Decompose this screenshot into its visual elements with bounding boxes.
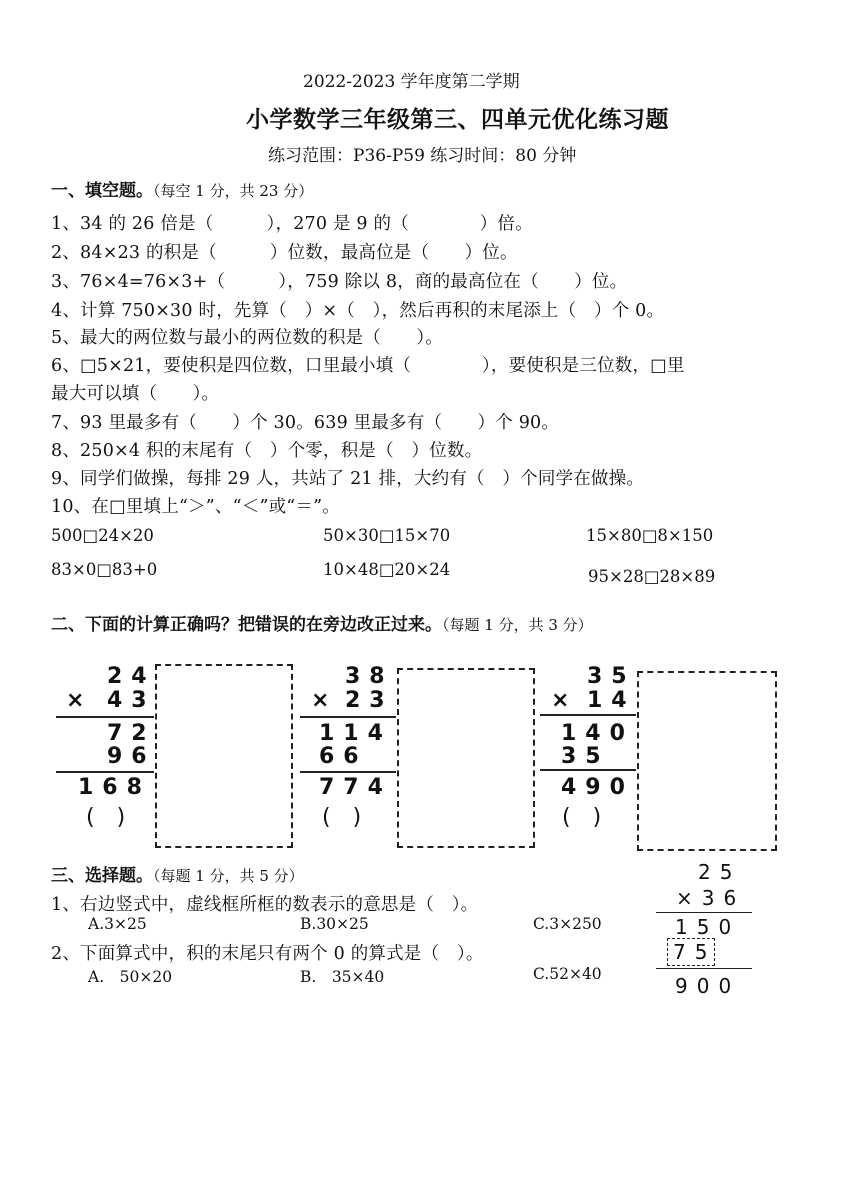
option-c[interactable]: C.3×250 xyxy=(533,915,602,933)
partial-product-1: 140 xyxy=(561,721,634,746)
question-1-9: 9、同学们做操，每排 29 人，共站了 21 排，大约有（ ）个同学在做操。 xyxy=(51,469,645,489)
correction-box[interactable] xyxy=(397,668,535,848)
multiplier: 23 xyxy=(345,688,394,713)
calc-line xyxy=(300,716,396,718)
times-sign: × xyxy=(66,688,85,713)
figure-line xyxy=(656,912,752,913)
section1-heading xyxy=(51,176,313,201)
judgment-blank[interactable]: ( ) xyxy=(562,805,602,830)
times-sign: × xyxy=(551,688,570,713)
product: 774 xyxy=(319,775,392,800)
figure-partial-2: 75 xyxy=(673,940,717,964)
compare-item: 83×0□83+0 xyxy=(51,560,158,579)
figure-partial-1: 150 xyxy=(675,915,741,939)
section3-note: （每题 1 分，共 5 分） xyxy=(153,867,304,885)
compare-item: 50×30□15×70 xyxy=(323,526,451,545)
multiplicand: 24 xyxy=(107,664,156,689)
judgment-blank[interactable]: ( ) xyxy=(322,805,362,830)
compare-item: 500□24×20 xyxy=(51,526,154,545)
partial-product-2: 35 xyxy=(561,744,610,769)
question-1-7: 7、93 里最多有（ ）个 30。639 里最多有（ ）个 90。 xyxy=(51,413,560,433)
product: 490 xyxy=(561,775,634,800)
question-1-5: 5、最大的两位数与最小的两位数的积是（ ）。 xyxy=(51,328,443,348)
times-sign: × xyxy=(311,688,330,713)
figure-line xyxy=(656,968,752,969)
option-b[interactable]: B.30×25 xyxy=(300,915,369,933)
partial-product-2: 66 xyxy=(319,744,368,769)
question-1-4: 4、计算 750×30 时，先算（ ）×（ ），然后再积的末尾添上（ ）个 0。 xyxy=(51,301,665,321)
figure-product: 900 xyxy=(675,974,741,998)
multiplier: 14 xyxy=(587,688,636,713)
calc-line xyxy=(56,716,154,718)
page-title: 小学数学三年级第三、四单元优化练习题 xyxy=(246,107,669,133)
multiplier: 43 xyxy=(107,688,156,713)
compare-item: 10×48□20×24 xyxy=(323,560,451,579)
section2-heading xyxy=(51,610,593,635)
question-1-8: 8、250×4 积的末尾有（ ）个零，积是（ ）位数。 xyxy=(51,441,483,461)
option-c[interactable]: C.52×40 xyxy=(533,965,602,983)
section1-note: （每空 1 分，共 23 分） xyxy=(153,182,314,200)
question-1-10: 10、在□里填上“＞”、“＜”或“＝”。 xyxy=(51,497,340,517)
calc-line xyxy=(540,714,636,716)
calc-line xyxy=(300,771,396,773)
multiplicand: 38 xyxy=(345,664,394,689)
product: 168 xyxy=(78,775,151,800)
figure-multiplicand: 25 xyxy=(698,860,742,884)
question-1-6-cont: 最大可以填（ ）。 xyxy=(51,384,220,404)
choice-question-1: 1、右边竖式中，虚线框所框的数表示的意思是（ ）。 xyxy=(51,895,479,915)
correction-box[interactable] xyxy=(637,671,777,851)
partial-product-1: 72 xyxy=(107,721,156,746)
calc-line xyxy=(56,771,154,773)
judgment-blank[interactable]: ( ) xyxy=(86,805,126,830)
section3-title: 三、选择题。 xyxy=(51,866,153,886)
section3-heading xyxy=(51,861,304,886)
option-b[interactable]: B. 35×40 xyxy=(300,968,385,986)
compare-item: 15×80□8×150 xyxy=(586,526,714,545)
question-1-1: 1、34 的 26 倍是（ ），270 是 9 的（ ）倍。 xyxy=(51,214,533,234)
section2-note: （每题 1 分，共 3 分） xyxy=(442,616,593,634)
practice-scope: 练习范围：P36-P59 练习时间：80 分钟 xyxy=(268,146,577,166)
partial-product-1: 114 xyxy=(319,721,392,746)
compare-item: 95×28□28×89 xyxy=(588,567,716,586)
question-1-2: 2、84×23 的积是（ ）位数，最高位是（ ）位。 xyxy=(51,243,518,263)
correction-box[interactable] xyxy=(155,664,293,848)
figure-multiplier: ×36 xyxy=(676,886,746,910)
option-a[interactable]: A. 50×20 xyxy=(88,968,173,986)
question-1-3: 3、76×4=76×3+（ ），759 除以 8，商的最高位在（ ）位。 xyxy=(51,272,628,292)
term-line: 2022-2023 学年度第二学期 xyxy=(303,72,520,92)
partial-product-2: 96 xyxy=(107,744,156,769)
option-a[interactable]: A.3×25 xyxy=(88,915,147,933)
choice-question-2: 2、下面算式中，积的末尾只有两个 0 的算式是（ ）。 xyxy=(51,944,484,964)
multiplicand: 35 xyxy=(587,664,636,689)
section1-title: 一、填空题。 xyxy=(51,181,153,201)
calc-line xyxy=(540,769,636,771)
section2-title: 二、下面的计算正确吗？把错误的在旁边改正过来。 xyxy=(51,615,442,635)
question-1-6: 6、□5×21，要使积是四位数，口里最小填（ ），要使积是三位数，□里 xyxy=(51,356,685,376)
